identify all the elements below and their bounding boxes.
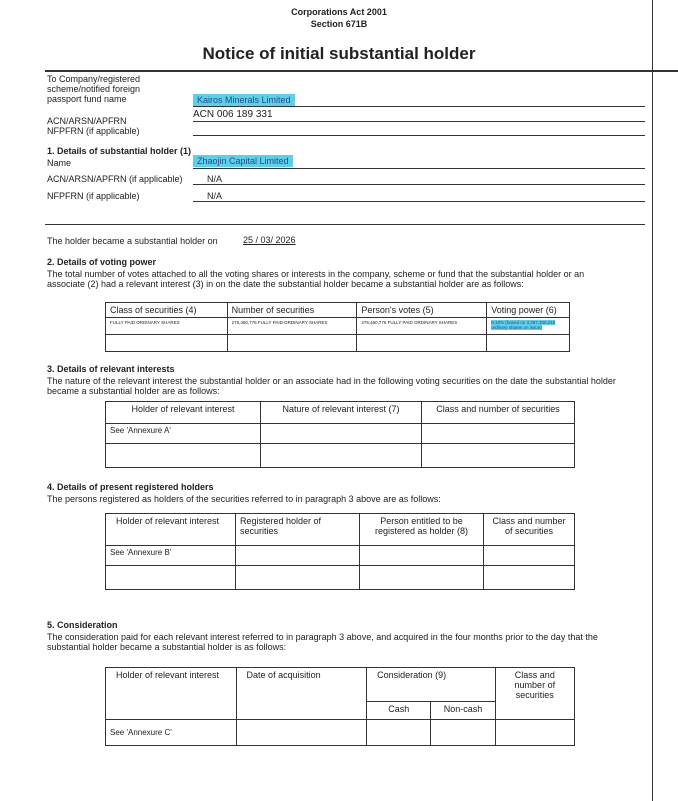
c-header-cash: Cash — [367, 702, 431, 720]
section4-heading: 4. Details of present registered holders — [47, 482, 214, 492]
consideration-table — [105, 667, 575, 746]
holder-name-line — [193, 168, 645, 169]
ri-header-class: Class and number of securities — [422, 402, 575, 424]
section1-heading: 1. Details of substantial holder (1) — [47, 146, 192, 156]
section2-heading: 2. Details of voting power — [47, 257, 157, 267]
company-nfpfrn-label: NFPFRN (if applicable) — [47, 126, 140, 136]
title-rule — [45, 70, 678, 72]
c-cell-annexure: See 'Annexure C' — [106, 720, 237, 746]
vp-header-votes: Person's votes (5) — [357, 303, 487, 318]
company-acn-line — [193, 121, 645, 122]
holder-nfpfrn-label: NFPFRN (if applicable) — [47, 191, 140, 201]
right-margin-line — [652, 0, 653, 801]
became-holder-date: 25 / 03/ 2026 — [243, 235, 296, 245]
section2-text: The total number of votes attached to all the voting shares or interests in the company, scheme or fund that the substantial holder or an associate (2) had a relevant interest (3) in on the date the substantial holder became a substantial holder are as follows: — [47, 269, 585, 289]
company-acn-label: ACN/ARSN/APFRN — [47, 116, 127, 126]
vp-header-power: Voting power (6) — [487, 303, 570, 318]
rh-header-entitled: Person entitled to be registered as holder (8) — [360, 514, 484, 546]
to-company-label: To Company/registered scheme/notified foreign passport fund name — [47, 74, 141, 104]
section3-heading: 3. Details of relevant interests — [47, 364, 175, 374]
section1-end-line — [45, 224, 645, 225]
c-header-date: Date of acquisition — [236, 668, 367, 720]
company-nfpfrn-line — [193, 135, 645, 136]
vp-cell-votes: 275,460,776 FULLY PAID ORDINARY SHARES — [357, 318, 487, 335]
vp-cell-class: FULLY PAID ORDINARY SHARES — [106, 318, 228, 335]
rh-cell-annexure: See 'Annexure B' — [106, 546, 236, 566]
holder-name: Zhaojin Capital Limited — [193, 156, 293, 166]
c-header-noncash: Non-cash — [431, 702, 495, 720]
act-title: Corporations Act 2001 — [291, 7, 387, 17]
c-header-holder: Holder of relevant interest — [106, 668, 237, 720]
holder-name-label: Name — [47, 158, 72, 168]
holder-acn: N/A — [207, 174, 223, 184]
company-acn: ACN 006 189 331 — [193, 109, 273, 120]
ri-cell-annexure: See 'Annexure A' — [106, 424, 261, 444]
vp-header-class: Class of securities (4) — [106, 303, 228, 318]
ri-header-holder: Holder of relevant interest — [106, 402, 261, 424]
rh-header-registered: Registered holder of securities — [236, 514, 360, 546]
section5-heading: 5. Consideration — [47, 620, 118, 630]
vp-cell-number: 275,460,776 FULLY PAID ORDINARY SHARES — [227, 318, 357, 335]
page-title: Notice of initial substantial holder — [202, 44, 476, 63]
rh-header-holder: Holder of relevant interest — [106, 514, 236, 546]
section4-text: The persons registered as holders of the securities referred to in paragraph 3 above are as follows: — [47, 494, 441, 504]
c-header-consideration: Consideration (9) — [367, 668, 496, 702]
vp-cell-power: 8.18% (based on 3,367,300,218 ordinary shares on issue) — [487, 318, 570, 335]
holder-nfpfrn-line — [193, 201, 645, 202]
holder-acn-line — [193, 184, 645, 185]
holder-nfpfrn: N/A — [207, 191, 223, 201]
vp-header-number: Number of securities — [227, 303, 357, 318]
voting-power-table — [105, 302, 570, 352]
c-header-class: Class and number of securities — [495, 668, 574, 720]
relevant-interests-table — [105, 401, 575, 468]
rh-header-class: Class and number of securities — [484, 514, 575, 546]
section5-text: The consideration paid for each relevant interest referred to in paragraph 3 above, and acquired in the four months prior to the day that the substantial holder became a substantial holder is as follows: — [47, 632, 598, 652]
registered-holders-table — [105, 513, 575, 590]
company-name-line — [193, 106, 645, 107]
section-number: Section 671B — [310, 19, 368, 29]
company-name: Kairos Minerals Limited — [193, 95, 295, 105]
became-holder-label: The holder became a substantial holder on — [47, 236, 218, 246]
section3-text: The nature of the relevant interest the substantial holder or an associate had in the following voting securities on the date the substantial holder became a substantial holder are as follows: — [47, 376, 616, 396]
ri-header-nature: Nature of relevant interest (7) — [261, 402, 422, 424]
holder-acn-label: ACN/ARSN/APFRN (if applicable) — [47, 174, 183, 184]
